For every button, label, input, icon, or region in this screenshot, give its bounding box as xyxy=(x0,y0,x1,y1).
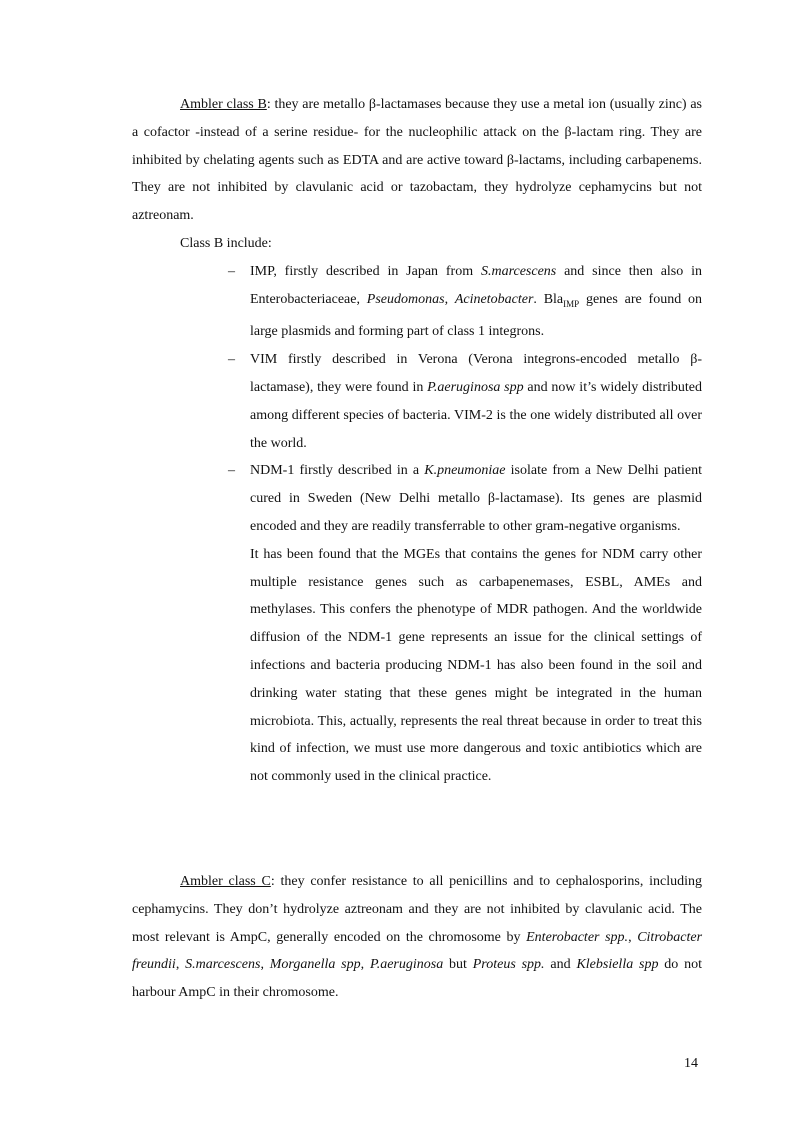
beta-symbol: β xyxy=(506,152,515,168)
imp-text: and since then also in Enterobacteriaceae, xyxy=(250,264,702,307)
imp-text: genes are found on large plasmids and forming part of class 1 integrons. xyxy=(250,291,702,340)
separator: , xyxy=(175,957,186,973)
organism-name: Morganella spp xyxy=(269,957,361,973)
class-c-text: : they confer resistance to all penicillins and to cephalosporins, including cephamycins. They don’t hydrolyze aztreonam and they are not inhibited by clavulanic acid. The most relevant is AmpC, generally encoded on the chromosome by xyxy=(132,874,702,945)
separator: , xyxy=(260,957,270,973)
ndm-text: NDM-1 firstly described in a xyxy=(250,463,425,479)
page-number: 14 xyxy=(684,1056,698,1071)
vim-text: and now it’s widely distributed among different species of bacteria. VIM-2 is the one widely distributed all over the world. xyxy=(250,379,702,451)
class-b-heading: Ambler class B xyxy=(180,97,267,112)
vim-text: VIM firstly described in Verona (Verona integrons-encoded metallo β-lactamase), they were found in xyxy=(250,352,702,395)
organism-name: Proteus spp. xyxy=(472,957,545,973)
class-c-text: do not harbour AmpC in their chromosome. xyxy=(132,957,703,1001)
class-c-heading: Ambler class C xyxy=(180,874,271,889)
imp-text: IMP, firstly described in Japan from xyxy=(250,264,481,279)
organism-name: Klebsiella spp xyxy=(576,957,659,973)
list-item-ndm xyxy=(228,457,702,791)
dash-bullet: – xyxy=(228,264,235,279)
subscript-imp: IMP xyxy=(563,298,580,309)
separator: , xyxy=(628,929,638,945)
organism-name: Pseudomonas xyxy=(366,291,445,307)
imp-text: , xyxy=(444,291,455,307)
dash-bullet: – xyxy=(228,463,235,479)
organism-name: Enterobacter spp. xyxy=(526,929,629,945)
class-c-text: but xyxy=(443,957,473,973)
organism-name: Citrobacter freundii xyxy=(132,929,703,973)
organism-name: S.marcescens xyxy=(480,264,557,279)
organism-name: S.marcescens xyxy=(185,957,261,973)
class-b-include-label: Class B include: xyxy=(180,236,272,251)
class-c-paragraph xyxy=(132,868,702,1007)
class-c-text: and xyxy=(544,957,577,973)
class-b-text: -lactams, including carbapenems. They are not inhibited by clavulanic acid or tazobactam, they hydrolyze cephamycins but not aztreonam. xyxy=(132,152,702,224)
dash-bullet: – xyxy=(228,352,235,368)
separator: , xyxy=(360,957,370,973)
organism-name: Acinetobacter xyxy=(454,291,534,307)
class-b-text: : they are metallo xyxy=(266,97,369,112)
organism-name: K.pneumoniae xyxy=(424,463,506,479)
class-b-list xyxy=(228,258,702,791)
list-item-vim xyxy=(228,346,702,457)
list-item-imp xyxy=(228,258,702,346)
organism-name: P.aeruginosa spp xyxy=(427,379,524,395)
organism-name: P.aeruginosa xyxy=(369,957,444,973)
class-b-text: -lactamases because they use a metal ion (usually zinc) as a cofactor -instead of a serine residue- for the nucleophilic attack on the xyxy=(132,97,702,140)
beta-symbol: β xyxy=(368,97,376,112)
beta-symbol: β xyxy=(564,124,572,140)
class-b-paragraph xyxy=(132,91,702,230)
class-b-text: -lactam ring. They are inhibited by chelating agents such as EDTA and are active toward xyxy=(132,124,702,168)
imp-text: . Bla xyxy=(533,291,564,307)
ndm-text: isolate from a New Delhi patient cured in Sweden (New Delhi metallo β-lactamase). Its genes are plasmid encoded and they are readily transferrable to other gram-negative organisms. xyxy=(250,463,702,534)
ndm-continuation: It has been found that the MGEs that contains the genes for NDM carry other multiple resistance genes such as carbapenemases, ESBL, AMEs and methylases. This confers the phenotype of MDR pathogen. And the worldwide diffusion of the NDM-1 gene represents an issue for the clinical settings of infections and bacteria producing NDM-1 has also been found in the soil and drinking water stating that these genes might be integrated in the human microbiota. This, actually, represents the real threat because in order to treat this kind of infection, we must use more dangerous and toxic antibiotics which are not commonly used in the clinical practice. xyxy=(250,546,702,785)
